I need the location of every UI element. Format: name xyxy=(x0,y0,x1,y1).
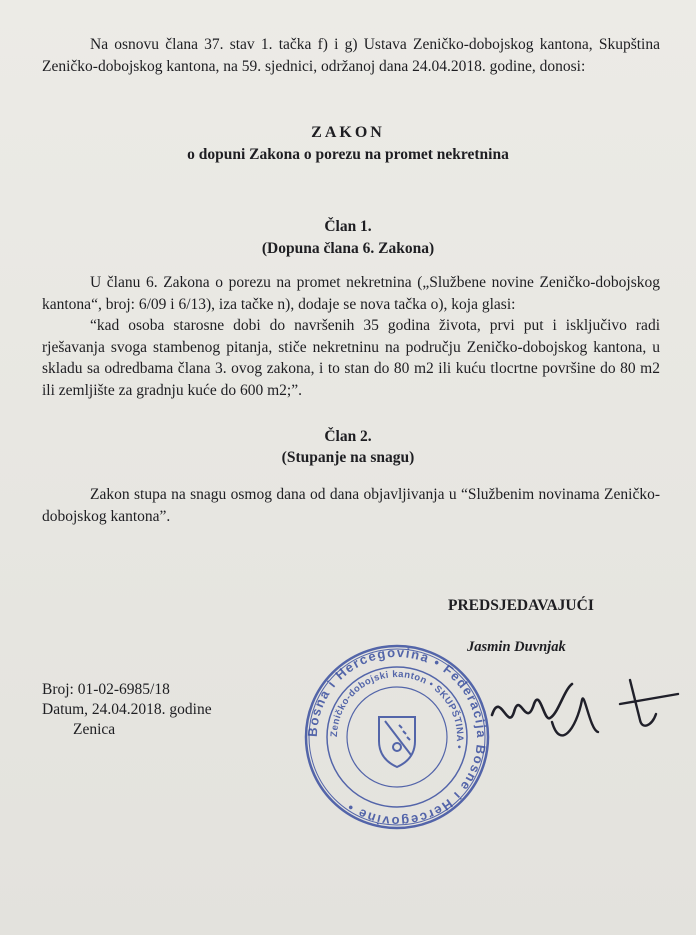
official-stamp xyxy=(303,643,491,831)
document-number: Broj: 01-02-6985/18 xyxy=(42,681,170,698)
article-1-heading: Član 1. xyxy=(324,218,372,235)
article-2-subheading: (Stupanje na snagu) xyxy=(281,449,415,466)
preamble: Na osnovu člana 37. stav 1. tačka f) i g) Ustava Zeničko-dobojskog kantona, Skupština Zeničko-dobojskog kantona, na 59. sjednici, održanoj dana 24.04.2018. godine, donosi: xyxy=(42,36,660,75)
document-subtitle: o dopuni Zakona o porezu na promet nekretnina xyxy=(187,146,509,163)
article-1-quote: “kad osoba starosne dobi do navršenih 35 godina života, prvi put i isključivo radi rješavanja svoga stambenog pitanja, stiče nekretninu na području Zeničko-dobojskog kantona, u skladu sa odredbama člana 3. ovog zakona, i to stan do 80 m2 ili kuću tlocrtne površine do 80 m2 ili zemljište za gradnju kuće do 600 m2;”. xyxy=(42,317,660,399)
article-2-paragraph: Zakon stupa na snagu osmog dana od dana objavljivanja u “Službenim novinama Zeničko-dobojskog kantona”. xyxy=(42,486,660,525)
coat-of-arms-icon xyxy=(379,717,415,767)
document-place: Zenica xyxy=(73,721,116,738)
article-2-heading: Član 2. xyxy=(324,428,372,445)
document-date: Datum, 24.04.2018. godine xyxy=(42,701,212,718)
stamp-inner-text: Zeničko-dobojski kanton • SKUPŠTINA • xyxy=(328,668,466,750)
article-1-paragraph: U članu 6. Zakona o porezu na promet nekretnina („Službene novine Zeničko-dobojskog kantona“, broj: 6/09 i 6/13), iza tačke n), dodaje se nova tačka o), koja glasi: xyxy=(42,274,660,313)
document-title: ZAKON xyxy=(311,124,385,141)
article-1-subheading: (Dopuna člana 6. Zakona) xyxy=(261,240,435,257)
signatory-name: Jasmin Duvnjak xyxy=(467,639,566,655)
signatory-role: PREDSJEDAVAJUĆI xyxy=(448,597,594,614)
handwritten-signature xyxy=(480,660,690,760)
stamp-outer-text: Bosna i Hercegovina • Federacija Bosne i Hercegovine • xyxy=(304,644,490,830)
